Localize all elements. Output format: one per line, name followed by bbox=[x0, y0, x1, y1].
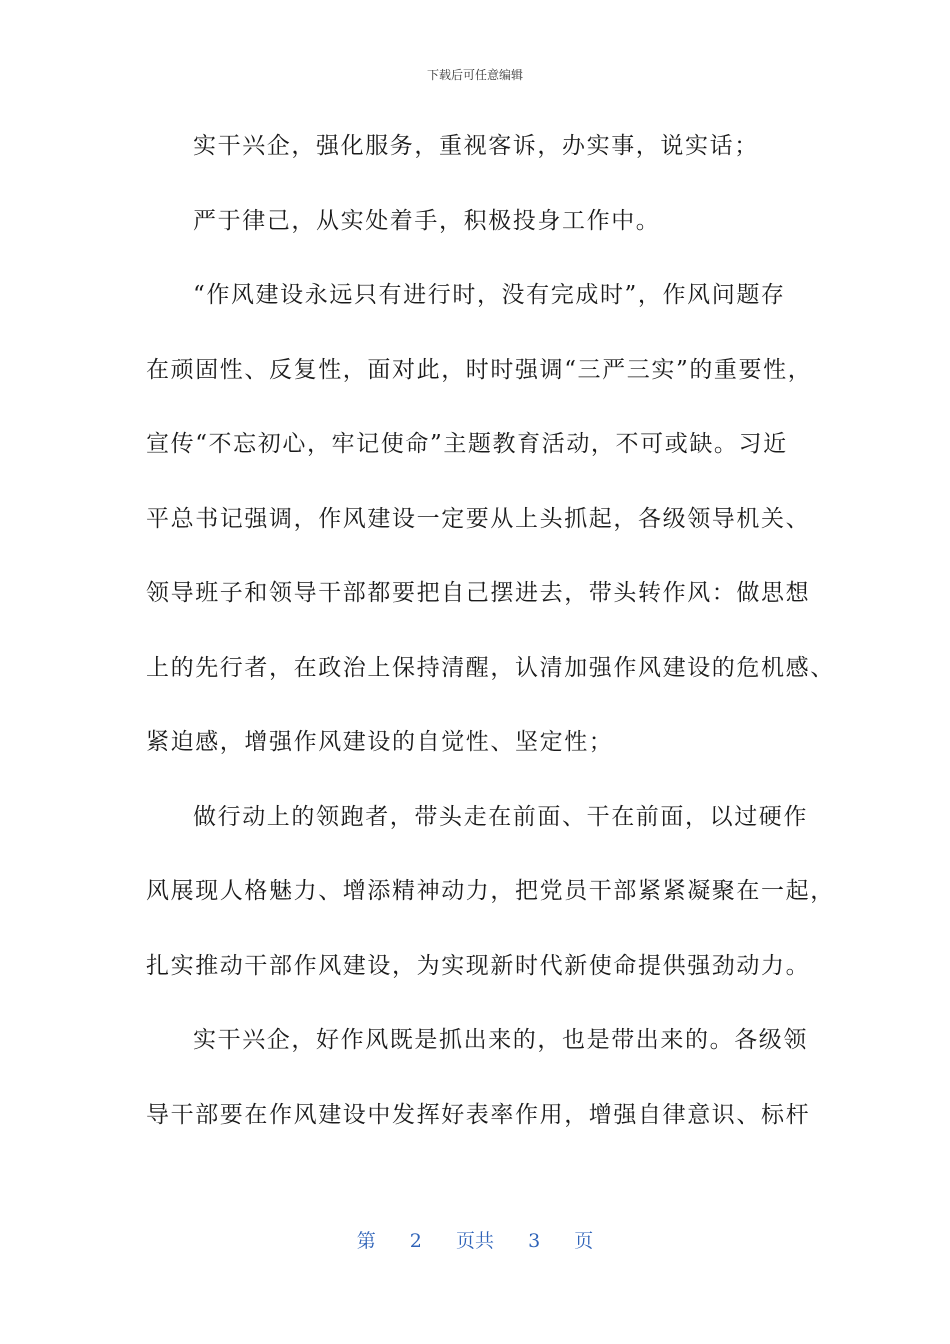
paragraph-line: 平总书记强调，作风建设一定要从上头抓起，各级领导机关、 bbox=[146, 505, 811, 532]
page-total: 3 bbox=[528, 1230, 541, 1252]
paragraph-line: 扎实推动干部作风建设，为实现新时代新使命提供强劲动力。 bbox=[146, 952, 811, 979]
document-body bbox=[146, 124, 835, 1167]
page-number-footer bbox=[0, 1226, 950, 1253]
paragraph-line: 实干兴企，好作风既是抓出来的，也是带出来的。各级领 bbox=[193, 1027, 808, 1053]
page-suffix: 页 bbox=[574, 1230, 594, 1252]
paragraph-line: 导干部要在作风建设中发挥好表率作用，增强自律意识、标杆 bbox=[146, 1101, 811, 1128]
paragraph-line: 紧迫感，增强作风建设的自觉性、坚定性； bbox=[146, 729, 614, 755]
page-header: 下载后可任意编辑 bbox=[426, 68, 523, 82]
paragraph-line: 做行动上的领跑者，带头走在前面、干在前面，以过硬作 bbox=[193, 803, 808, 830]
page-prefix: 第 bbox=[356, 1230, 376, 1252]
paragraph-line: “作风建设永远只有进行时，没有完成时”，作风问题存 bbox=[193, 282, 786, 308]
paragraph-line: 在顽固性、反复性，面对此，时时强调“三严三实”的重要性， bbox=[146, 356, 813, 383]
page-mid: 页共 bbox=[455, 1230, 494, 1252]
paragraph-line: 风展现人格魅力、增添精神动力，把党员干部紧紧凝聚在一起， bbox=[146, 878, 835, 904]
paragraph-line: 领导班子和领导干部都要把自己摆进去，带头转作风：做思想 bbox=[146, 580, 811, 606]
paragraph-line: 严于律己，从实处着手，积极投身工作中。 bbox=[193, 207, 661, 234]
page-current: 2 bbox=[409, 1230, 422, 1252]
paragraph-line: 上的先行者，在政治上保持清醒，认清加强作风建设的危机感、 bbox=[146, 654, 835, 681]
paragraph-line: 实干兴企，强化服务，重视客诉，办实事，说实话； bbox=[193, 133, 759, 159]
paragraph-line: 宣传“不忘初心，牢记使命”主题教育活动，不可或缺。习近 bbox=[146, 431, 788, 457]
